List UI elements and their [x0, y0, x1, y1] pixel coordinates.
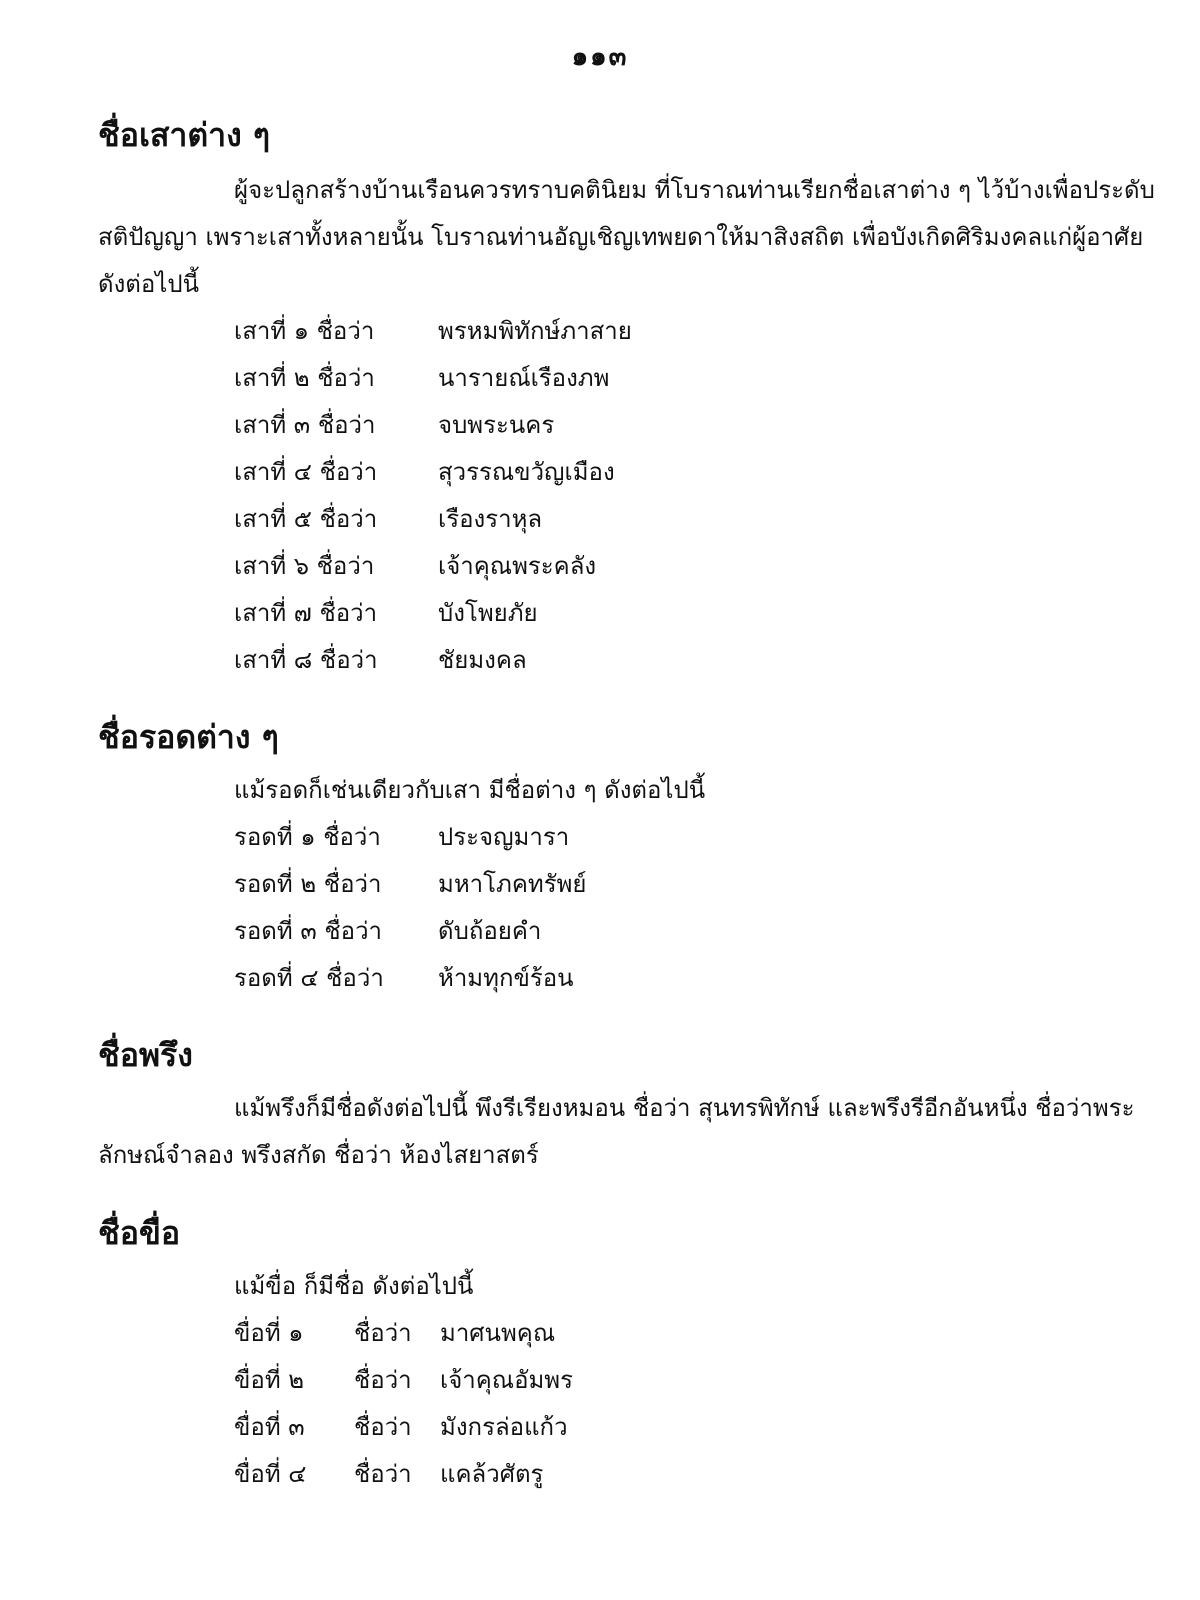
joist-item-says: ชื่อว่า: [354, 1366, 412, 1394]
pillar-item-label: เสาที่ ๒ ชื่อว่า: [234, 364, 375, 392]
pillar-item-name: เจ้าคุณพระคลัง: [438, 552, 597, 580]
section-heading-beams: ชื่อรอดต่าง ๆ: [98, 718, 279, 756]
joist-item-says: ชื่อว่า: [354, 1413, 412, 1441]
beam-item-label: รอดที่ ๒ ชื่อว่า: [234, 870, 382, 898]
pillar-item-name: สุวรรณขวัญเมือง: [438, 458, 615, 486]
frames-line-1: แม้พรึงก็มีชื่อดังต่อไปนี้ พึงรีเรียงหมอน ชื่อว่า สุนทรพิทักษ์ และพรึงรีอีกอันหนึ่ง ชื่อว่าพระ: [234, 1094, 1135, 1122]
joist-item-name: มาศนพคุณ: [440, 1319, 556, 1347]
section-heading-pillars: ชื่อเสาต่าง ๆ: [98, 116, 271, 154]
section-heading-frames: ชื่อพรึง: [98, 1036, 193, 1074]
joist-item-name: เจ้าคุณอัมพร: [440, 1366, 574, 1394]
pillars-intro-line-2: สติปัญญา เพราะเสาทั้งหลายนั้น โบราณท่านอัญเชิญเทพยดาให้มาสิงสถิต เพื่อบังเกิดศิริมงคลแก่ผู้อาศัย: [98, 223, 1144, 251]
joist-item-label: ขื่อที่ ๔: [234, 1460, 307, 1488]
pillars-intro-line-3: ดังต่อไปนี้: [98, 270, 200, 298]
joist-item-label: ขื่อที่ ๑: [234, 1319, 304, 1347]
pillar-item-name: จบพระนคร: [438, 411, 555, 439]
beam-item-name: ดับถ้อยคำ: [438, 917, 542, 945]
beam-item-label: รอดที่ ๓ ชื่อว่า: [234, 917, 383, 945]
pillar-item-name: บังโพยภัย: [438, 599, 538, 627]
beam-item-name: ประจญมารา: [438, 823, 570, 851]
section-heading-joists: ชื่อขื่อ: [98, 1214, 181, 1252]
pillar-item-name: นารายณ์เรืองภพ: [438, 364, 610, 392]
joist-item-says: ชื่อว่า: [354, 1319, 412, 1347]
beam-item-label: รอดที่ ๑ ชื่อว่า: [234, 823, 381, 851]
joist-item-label: ขื่อที่ ๓: [234, 1413, 305, 1441]
pillar-item-label: เสาที่ ๖ ชื่อว่า: [234, 552, 375, 580]
pillars-intro-line-1: ผู้จะปลูกสร้างบ้านเรือนควรทราบคตินิยม ที่โบราณท่านเรียกชื่อเสาต่าง ๆ ไว้บ้างเพื่อประดับ: [234, 176, 1155, 204]
pillar-item-name: ชัยมงคล: [438, 646, 527, 674]
pillar-item-label: เสาที่ ๗ ชื่อว่า: [234, 599, 378, 627]
beam-item-label: รอดที่ ๔ ชื่อว่า: [234, 964, 384, 992]
pillar-item-label: เสาที่ ๔ ชื่อว่า: [234, 458, 378, 486]
pillar-item-name: เรืองราหุล: [438, 505, 543, 533]
pillar-item-label: เสาที่ ๕ ชื่อว่า: [234, 505, 378, 533]
pillar-item-label: เสาที่ ๘ ชื่อว่า: [234, 646, 378, 674]
beam-item-name: ห้ามทุกข์ร้อน: [438, 964, 574, 992]
joist-item-label: ขื่อที่ ๒: [234, 1366, 305, 1394]
frames-line-2: ลักษณ์จำลอง พรึงสกัด ชื่อว่า ห้องไสยาสตร์: [98, 1141, 539, 1169]
joist-item-says: ชื่อว่า: [354, 1460, 412, 1488]
pillar-item-label: เสาที่ ๓ ชื่อว่า: [234, 411, 376, 439]
pillar-item-label: เสาที่ ๑ ชื่อว่า: [234, 317, 375, 345]
pillar-item-name: พรหมพิทักษ์ภาสาย: [438, 317, 632, 345]
joists-intro: แม้ขื่อ ก็มีชื่อ ดังต่อไปนี้: [234, 1272, 474, 1300]
joist-item-name: มังกรล่อแก้ว: [440, 1413, 568, 1441]
beam-item-name: มหาโภคทรัพย์: [438, 870, 587, 898]
page-number: ๑๑๓: [571, 42, 629, 72]
beams-intro: แม้รอดก็เช่นเดียวกับเสา มีชื่อต่าง ๆ ดังต่อไปนี้: [234, 776, 706, 804]
joist-item-name: แคล้วศัตรู: [440, 1460, 544, 1488]
